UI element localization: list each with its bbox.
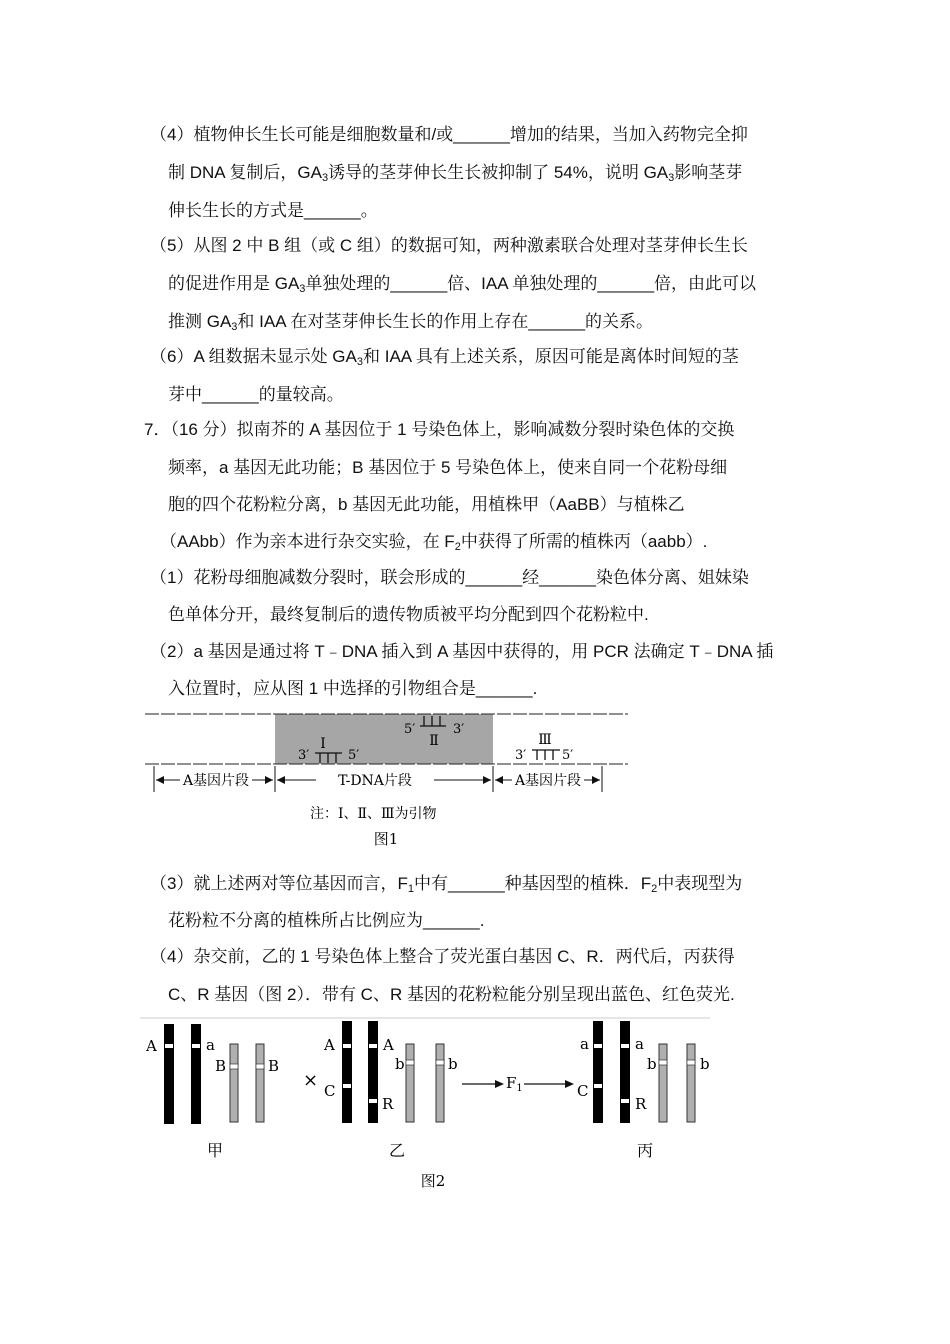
chromosome-5 bbox=[230, 1044, 238, 1122]
q7-p1-line2: 色单体分开，最终复制后的遗传物质被平均分配到四个花粉粒中. bbox=[168, 605, 649, 624]
cross-symbol: × bbox=[303, 1070, 319, 1091]
text: 的促进作用是 GA bbox=[168, 274, 300, 293]
f1-subscript: 1 bbox=[516, 1083, 523, 1094]
text: 中有______种基因型的植株．F bbox=[413, 874, 652, 893]
gene-label-A: A bbox=[383, 1036, 394, 1054]
primer-3-3-end: 3′ bbox=[515, 748, 527, 763]
q6-p4-line1: （4）植物伸长生长可能是细胞数量和/或______增加的结果，当加入药物完全抑 bbox=[150, 125, 748, 144]
chromosome-1 bbox=[368, 1021, 378, 1123]
primer-2-3-end: 3′ bbox=[453, 722, 465, 737]
gene-band bbox=[165, 1044, 173, 1048]
gene-band bbox=[343, 1044, 351, 1048]
primer-1-3-end: 3′ bbox=[298, 748, 310, 763]
chromosome-1 bbox=[342, 1021, 352, 1123]
gene-band bbox=[369, 1099, 377, 1103]
q6-p4-line3: 伸长生长的方式是______。 bbox=[168, 201, 378, 220]
q6-p6-line1 bbox=[150, 345, 739, 374]
primer-3-mark bbox=[532, 750, 560, 760]
text: 单独处理的______倍、IAA 单独处理的______倍，由此可以 bbox=[305, 274, 757, 293]
chromosome-1 bbox=[191, 1024, 201, 1124]
arrow-from-f1-head bbox=[565, 1080, 574, 1088]
segment-t-dna: T-DNA片段 bbox=[338, 773, 412, 789]
gene-band bbox=[594, 1044, 602, 1048]
plant-label-bing: 丙 bbox=[636, 1141, 654, 1160]
text: 中表现型为 bbox=[657, 874, 743, 893]
gene-band bbox=[256, 1064, 264, 1069]
figure-2-diagram bbox=[140, 1016, 715, 1196]
subscript: 3 bbox=[321, 172, 329, 184]
text: 和 IAA 具有上述关系，原因可能是离体时间短的茎 bbox=[363, 347, 739, 366]
arrow-to-f1-head bbox=[495, 1080, 504, 1088]
subscript: 3 bbox=[668, 172, 675, 184]
text: 和 IAA 在对茎芽伸长生长的作用上存在______的关系。 bbox=[237, 312, 654, 331]
gene-band bbox=[406, 1060, 414, 1065]
q7-intro-line2: 频率，a 基因无此功能；B 基因位于 5 号染色体上，使来自同一个花粉母细 bbox=[168, 458, 728, 477]
q6-p5-line1: （5）从图 2 中 B 组（或 C 组）的数据可知，两种激素联合处理对茎芽伸长生长 bbox=[150, 236, 748, 255]
text: （6）A 组数据未显示处 GA bbox=[150, 347, 357, 366]
subscript: 3 bbox=[299, 283, 306, 295]
subscript: 3 bbox=[231, 321, 238, 333]
gene-band bbox=[659, 1060, 667, 1065]
q7-p3-line2: 花粉粒不分离的植株所占比例应为______. bbox=[168, 911, 485, 930]
q6-p6-line2: 芽中______的量较高。 bbox=[168, 385, 344, 404]
q7-p3-line1 bbox=[150, 872, 742, 901]
text: 诱导的茎芽伸长生长被抑制了 54%，说明 GA bbox=[328, 163, 669, 182]
figure-1-note: 注：Ⅰ、Ⅱ、Ⅲ为引物 bbox=[310, 806, 437, 822]
gene-label-b: b bbox=[395, 1055, 405, 1073]
gene-label-b: b bbox=[448, 1055, 458, 1073]
q7-p4-line1: （4）杂交前，乙的 1 号染色体上整合了荧光蛋白基因 C、R．两代后，丙获得 bbox=[150, 947, 735, 966]
q7-intro-line4 bbox=[160, 530, 707, 559]
gene-band bbox=[621, 1099, 629, 1103]
gene-label-b: b bbox=[700, 1055, 710, 1073]
subscript: 3 bbox=[356, 356, 363, 368]
gene-label-A: A bbox=[324, 1036, 335, 1054]
q7-p2-line1: （2）a 基因是通过将 T﹣DNA 插入到 A 基因中获得的，用 PCR 法确定 T﹣DNA 插 bbox=[150, 642, 774, 661]
gene-label-R: R bbox=[635, 1095, 647, 1113]
gene-band bbox=[436, 1060, 444, 1065]
gene-band bbox=[230, 1064, 238, 1069]
primer-1-5-end: 5′ bbox=[348, 748, 360, 763]
segment-a-left: A基因片段 bbox=[182, 773, 250, 789]
q7-intro-line1: 7．（16 分）拟南芥的 A 基因位于 1 号染色体上，影响减数分裂时染色体的交换 bbox=[144, 420, 735, 439]
q6-p5-line2 bbox=[168, 272, 756, 301]
gene-label-a: a bbox=[635, 1035, 644, 1053]
gene-band bbox=[687, 1060, 695, 1065]
gene-label-A: A bbox=[146, 1037, 157, 1055]
chromosome-1 bbox=[620, 1021, 630, 1123]
text: 制 DNA 复制后，GA bbox=[168, 163, 322, 182]
gene-label-B: B bbox=[268, 1057, 280, 1075]
figure-1-diagram bbox=[140, 704, 640, 854]
f1-text: F bbox=[506, 1074, 517, 1092]
gene-label-C: C bbox=[577, 1082, 589, 1100]
chromosome-5 bbox=[687, 1044, 695, 1122]
plant-label-yi: 乙 bbox=[388, 1141, 406, 1160]
gene-band bbox=[343, 1084, 351, 1088]
gene-band bbox=[192, 1044, 200, 1048]
chromosome-5 bbox=[659, 1044, 667, 1122]
q6-p5-line3 bbox=[168, 310, 653, 339]
text: 影响茎芽 bbox=[674, 163, 743, 182]
q6-p4-line2 bbox=[168, 161, 742, 190]
gene-label-a: a bbox=[580, 1035, 589, 1053]
chromosome-5 bbox=[256, 1044, 264, 1122]
primer-2-label: Ⅱ bbox=[429, 733, 439, 749]
subscript: 1 bbox=[407, 883, 414, 895]
primer-3-5-end: 5′ bbox=[562, 748, 574, 763]
text: 中获得了所需的植株丙（aabb）. bbox=[460, 532, 708, 551]
chromosome-5 bbox=[406, 1044, 414, 1122]
chromosome-1 bbox=[593, 1021, 603, 1123]
q7-intro-line3: 胞的四个花粉粒分离，b 基因无此功能，用植株甲（AaBB）与植株乙 bbox=[168, 495, 685, 514]
segment-a-right: A基因片段 bbox=[514, 773, 582, 789]
primer-1-label: Ⅰ bbox=[320, 736, 326, 752]
gene-label-B: B bbox=[215, 1057, 227, 1075]
plant-label-jia: 甲 bbox=[206, 1141, 224, 1160]
q7-p4-line2: C、R 基因（图 2）．带有 C、R 基因的花粉粒能分别呈现出蓝色、红色荧光. bbox=[168, 985, 735, 1004]
gene-label-R: R bbox=[382, 1095, 394, 1113]
subscript: 2 bbox=[454, 541, 461, 553]
primer-3-label: Ⅲ bbox=[538, 732, 552, 748]
figure-1-caption: 图1 bbox=[373, 830, 399, 848]
subscript: 2 bbox=[651, 883, 658, 895]
gene-band bbox=[594, 1084, 602, 1088]
text: 推测 GA bbox=[168, 312, 232, 331]
f1-label bbox=[506, 1074, 523, 1094]
gene-label-a: a bbox=[206, 1036, 215, 1054]
text: （AAbb）作为亲本进行杂交实验，在 F bbox=[160, 532, 455, 551]
gene-label-C: C bbox=[324, 1082, 336, 1100]
text: （3）就上述两对等位基因而言，F bbox=[150, 874, 408, 893]
q7-p1-line1: （1）花粉母细胞减数分裂时，联会形成的______经______染色体分离、姐妹染 bbox=[150, 568, 749, 587]
primer-2-5-end: 5′ bbox=[404, 722, 416, 737]
q7-p2-line2: 入位置时，应从图 1 中选择的引物组合是______. bbox=[168, 679, 538, 698]
gene-band bbox=[621, 1044, 629, 1048]
figure-2-caption: 图2 bbox=[420, 1172, 446, 1190]
gene-band bbox=[369, 1044, 377, 1048]
gene-label-b: b bbox=[647, 1055, 657, 1073]
chromosome-1 bbox=[164, 1024, 174, 1124]
chromosome-5 bbox=[436, 1044, 444, 1122]
